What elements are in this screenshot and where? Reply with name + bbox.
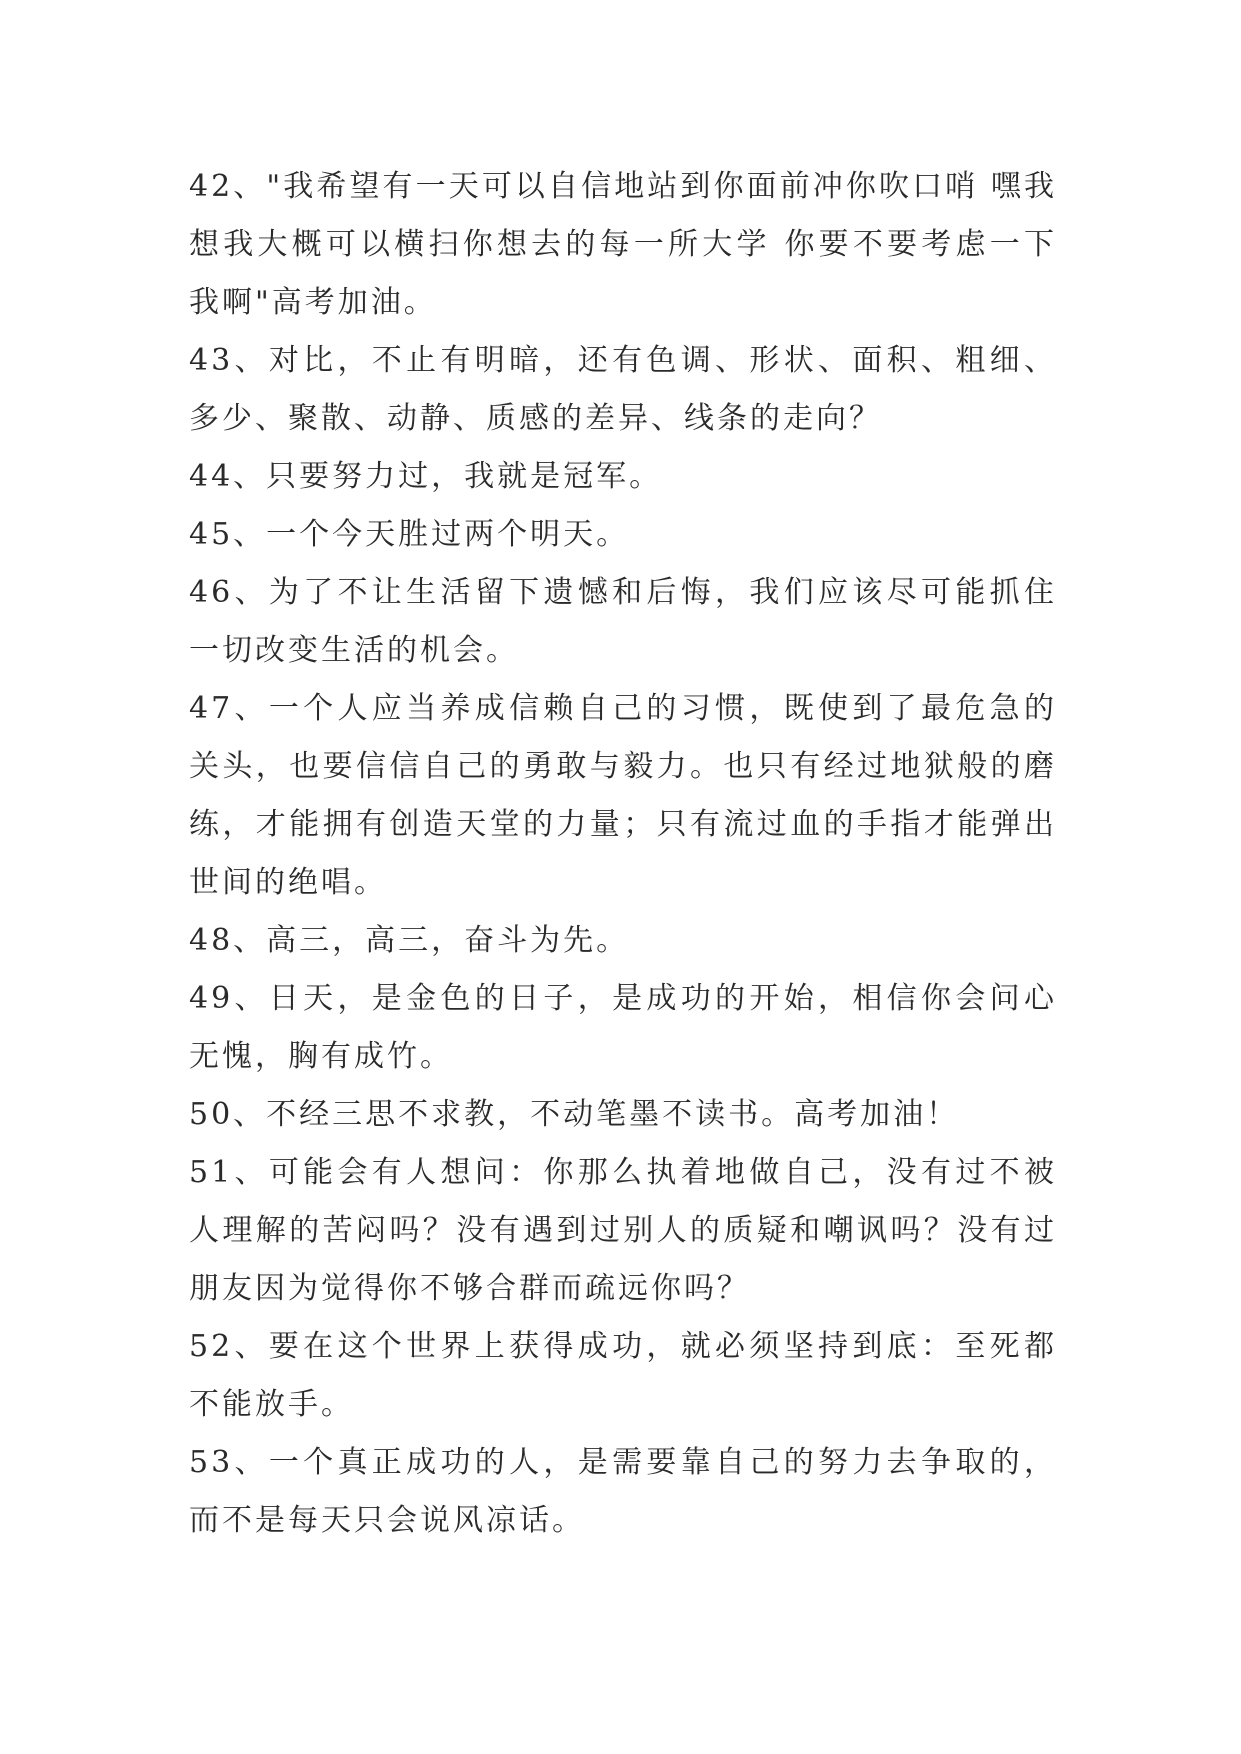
list-item: 43、对比，不止有明暗，还有色调、形状、面积、粗细、多少、聚散、动静、质感的差异、线条的走向？	[189, 343, 1057, 436]
list-item: 52、要在这个世界上获得成功，就必须坚持到底：至死都不能放手。	[189, 1329, 1057, 1422]
list-item: 50、不经三思不求教，不动笔墨不读书。高考加油！	[189, 1097, 960, 1132]
document-body	[189, 158, 1057, 1550]
list-item: 42、"我希望有一天可以自信地站到你面前冲你吹口哨 嘿我想我大概可以横扫你想去的每一所大学 你要不要考虑一下我啊"高考加油。	[189, 169, 1057, 320]
list-item: 44、只要努力过，我就是冠军。	[189, 459, 663, 494]
list-item: 53、一个真正成功的人，是需要靠自己的努力去争取的，而不是每天只会说风凉话。	[189, 1445, 1057, 1538]
list-item: 46、为了不让生活留下遗憾和后悔，我们应该尽可能抓住一切改变生活的机会。	[189, 575, 1057, 668]
list-item: 49、日天，是金色的日子，是成功的开始，相信你会问心无愧，胸有成竹。	[189, 981, 1057, 1074]
list-item: 48、高三，高三，奋斗为先。	[189, 923, 630, 958]
list-item: 51、可能会有人想问：你那么执着地做自己，没有过不被人理解的苦闷吗？没有遇到过别人的质疑和嘲讽吗？没有过朋友因为觉得你不够合群而疏远你吗？	[189, 1155, 1057, 1306]
list-item: 45、一个今天胜过两个明天。	[189, 517, 630, 552]
list-item: 47、一个人应当养成信赖自己的习惯，既使到了最危急的关头，也要信信自己的勇敢与毅力。也只有经过地狱般的磨练，才能拥有创造天堂的力量；只有流过血的手指才能弹出世间的绝唱。	[189, 691, 1057, 900]
